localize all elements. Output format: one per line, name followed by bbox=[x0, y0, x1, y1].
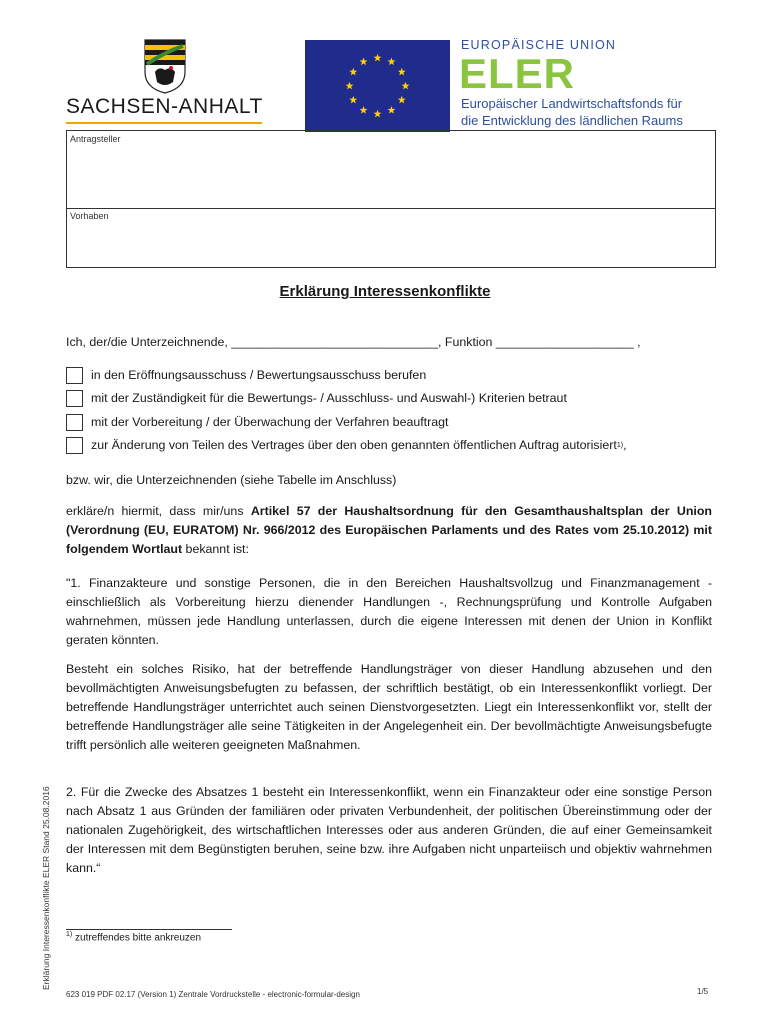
eu-flag-icon bbox=[305, 40, 450, 132]
state-name-logo: SACHSEN-ANHALT bbox=[66, 95, 263, 118]
checkbox-criteria[interactable] bbox=[66, 390, 83, 407]
signatory-line[interactable]: Ich, der/die Unterzeichnende, ______________________________, Funktion ____________________ , bbox=[66, 335, 641, 349]
page-number: 1/5 bbox=[697, 987, 709, 996]
option-label: in den Eröffnungsausschuss / Bewertungsausschuss berufen bbox=[91, 368, 427, 382]
applicant-project-box bbox=[66, 130, 716, 268]
option-committee bbox=[66, 366, 426, 385]
eu-title: EUROPÄISCHE UNION bbox=[461, 38, 617, 52]
option-criteria bbox=[66, 389, 567, 408]
footer-print-info: 623 019 PDF 02.17 (Version 1) Zentrale Vordruckstelle - electronic-formular-design bbox=[66, 990, 360, 999]
option-preparation bbox=[66, 413, 448, 432]
box-divider bbox=[67, 208, 715, 209]
option-label: mit der Zuständigkeit für die Bewertungs- / Ausschluss- und Auswahl-) Kriterien betraut bbox=[91, 391, 567, 405]
declaration-paragraph bbox=[66, 502, 712, 559]
project-label: Vorhaben bbox=[70, 211, 109, 221]
option-label: mit der Vorbereitung / der Überwachung der Verfahren beauftragt bbox=[91, 415, 449, 429]
checkbox-preparation[interactable] bbox=[66, 414, 83, 431]
footnote bbox=[66, 931, 201, 943]
footnote-text: zutreffendes bitte ankreuzen bbox=[72, 932, 202, 944]
footnote-marker: 1) bbox=[66, 931, 73, 938]
checkbox-contract-change[interactable] bbox=[66, 437, 83, 454]
declaration-article: Artikel 57 der Haushaltsordnung für den Gesamthaushaltsplan der Union (Verordnung (EU, EURATOM) Nr. 966/2012 des Europäischen Parlaments und des Rates vom 25.10.2012) mit folgendem Wortlaut bbox=[66, 504, 712, 556]
option-label: zur Änderung von Teilen des Vertrages über den oben genannten öffentlichen Auftrag autorisiert bbox=[91, 438, 617, 452]
footnote-rule bbox=[66, 929, 232, 930]
eler-logo-word: ELER bbox=[459, 50, 576, 97]
quote-paragraph-2: Besteht ein solches Risiko, hat der betreffende Handlungsträger von dieser Handlung abzusehen und den bevollmächtigten Anweisungsbefugten zu befassen, der schriftlich bestätigt, ob ein Interessenkonflikt vorliegt. Der betreffende Handlungsträger unterrichtet auch seinen Dienstvorgesetzten. Liegt ein Interessenkonflikt vor, stellt der betreffende Handlungsträger alle seine Tätigkeiten in der Angelegenheit ein. Der bevollmächtigte Anweisungsbefugte trifft persönlich alle weiteren geeigneten Maßnahmen. bbox=[66, 662, 712, 752]
quote-paragraph-3: 2. Für die Zwecke des Absatzes 1 besteht ein Interessenkonflikt, wenn ein Finanzakteur oder eine sonstige Person nach Absatz 1 aus Gründen der familiären oder privaten Verbundenheit, der politischen Übereinstimmung oder der nationalen Zugehörigkeit, des wirtschaftlichen Interesses oder aus anderen Gründen, die auf einer Gemeinsamkeit der Interessen mit dem Begünstigten beruhen, seine bzw. ihre Aufgaben nicht unparteiisch und objektiv wahrnehmen kann.“ bbox=[66, 785, 712, 875]
eler-subtitle-line-2: die Entwicklung des ländlichen Raums bbox=[461, 113, 683, 128]
coat-of-arms-icon bbox=[143, 38, 187, 94]
quote-paragraph-1: "1. Finanzakteure und sonstige Personen, die in den Bereichen Haushaltsvollzug und Finanzmanagement - einschließlich als Vorbereitung hierzu dienender Handlungen -, Rechnungsprüfung und Kontrolle Aufgaben wahrnehmen, müssen jede Handlung unterlassen, durch die eigene Interessen mit denen der Union in Konflikt geraten könnten. bbox=[66, 576, 712, 647]
declaration-pre: erkläre/n hiermit, dass mir/uns bbox=[66, 504, 251, 518]
option-contract-change: zur Änderung von Teilen des Vertrages über den oben genannten öffentlichen Auftrag autorisiert 1) , bbox=[66, 436, 627, 455]
applicant-label: Antragsteller bbox=[70, 134, 121, 144]
checkbox-committee[interactable] bbox=[66, 367, 83, 384]
footnote-marker: 1) bbox=[616, 442, 624, 449]
eler-subtitle-line-1: Europäischer Landwirtschaftsfonds für bbox=[461, 96, 683, 111]
state-logo-underline bbox=[66, 122, 262, 124]
declaration-post: bekannt ist: bbox=[182, 542, 249, 556]
document-title: Erklärung Interessenkonflikte bbox=[279, 283, 491, 300]
side-version-text: Erklärung Interessenkonflikte ELER Stand 25.08.2016 bbox=[41, 786, 51, 990]
group-signatories-line: bzw. wir, die Unterzeichnenden (siehe Tabelle im Anschluss) bbox=[66, 473, 397, 487]
